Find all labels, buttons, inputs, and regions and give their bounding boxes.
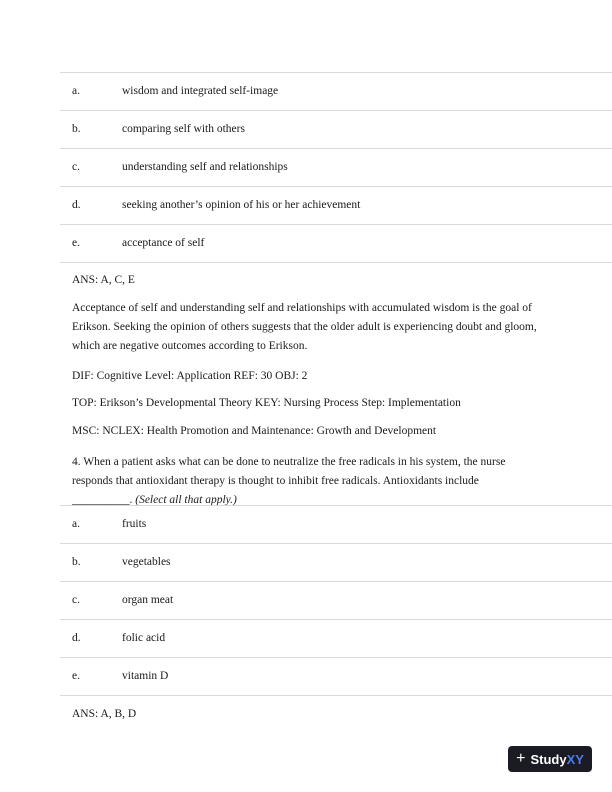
option-text: folic acid bbox=[122, 632, 166, 644]
option-letter: a. bbox=[72, 85, 80, 97]
select-all-instruction: (Select all that apply.) bbox=[135, 494, 237, 506]
msc-meta: MSC: NCLEX: Health Promotion and Maintenance: Growth and Development bbox=[72, 425, 437, 437]
option-text: vitamin D bbox=[122, 670, 169, 682]
answer-key: ANS: A, C, E bbox=[72, 274, 135, 286]
logo-text-xy: XY bbox=[566, 751, 584, 767]
stem-line: responds that antioxidant therapy is thought to inhibit free radicals. Antioxidants include bbox=[72, 475, 479, 487]
option-letter: d. bbox=[72, 632, 81, 644]
plus-icon: + bbox=[516, 750, 526, 767]
stem-line: 4. When a patient asks what can be done to neutralize the free radicals in his system, the nurse bbox=[72, 456, 506, 468]
question-3-options bbox=[60, 72, 612, 263]
option-row bbox=[60, 619, 612, 657]
logo-text-study: Study bbox=[530, 751, 567, 767]
answer-blank: __________. bbox=[72, 494, 133, 506]
option-row bbox=[60, 505, 612, 543]
option-row bbox=[60, 581, 612, 619]
option-letter: c. bbox=[72, 161, 80, 173]
studyxy-logo[interactable] bbox=[508, 746, 592, 772]
option-letter: e. bbox=[72, 237, 80, 249]
answer-key: ANS: A, B, D bbox=[72, 708, 137, 720]
rationale-line: Acceptance of self and understanding self and relationships with accumulated wisdom is the goal of bbox=[72, 302, 532, 314]
rationale-line: Erikson. Seeking the opinion of others suggests that the older adult is experiencing doubt and gloom, bbox=[72, 321, 537, 333]
option-row bbox=[60, 186, 612, 224]
difficulty-meta: DIF: Cognitive Level: Application REF: 30 OBJ: 2 bbox=[72, 370, 308, 382]
option-text: vegetables bbox=[122, 556, 171, 568]
option-row bbox=[60, 72, 612, 110]
option-letter: b. bbox=[72, 556, 81, 568]
option-row bbox=[60, 110, 612, 148]
option-text: fruits bbox=[122, 518, 147, 530]
question-4-options bbox=[60, 505, 612, 696]
option-letter: b. bbox=[72, 123, 81, 135]
option-text: wisdom and integrated self-image bbox=[122, 85, 279, 97]
option-text: seeking another’s opinion of his or her achievement bbox=[122, 199, 361, 211]
option-text: organ meat bbox=[122, 594, 174, 606]
option-row bbox=[60, 657, 612, 696]
option-letter: d. bbox=[72, 199, 81, 211]
option-row bbox=[60, 543, 612, 581]
option-text: comparing self with others bbox=[122, 123, 245, 135]
option-text: understanding self and relationships bbox=[122, 161, 288, 173]
option-letter: c. bbox=[72, 594, 80, 606]
option-letter: a. bbox=[72, 518, 80, 530]
rationale bbox=[72, 299, 552, 356]
question-4-stem bbox=[72, 453, 552, 510]
rationale-line: which are negative outcomes according to Erikson. bbox=[72, 340, 308, 352]
option-row bbox=[60, 148, 612, 186]
option-row bbox=[60, 224, 612, 263]
topic-meta: TOP: Erikson’s Developmental Theory KEY: Nursing Process Step: Implementation bbox=[72, 397, 461, 409]
option-text: acceptance of self bbox=[122, 237, 205, 249]
option-letter: e. bbox=[72, 670, 80, 682]
